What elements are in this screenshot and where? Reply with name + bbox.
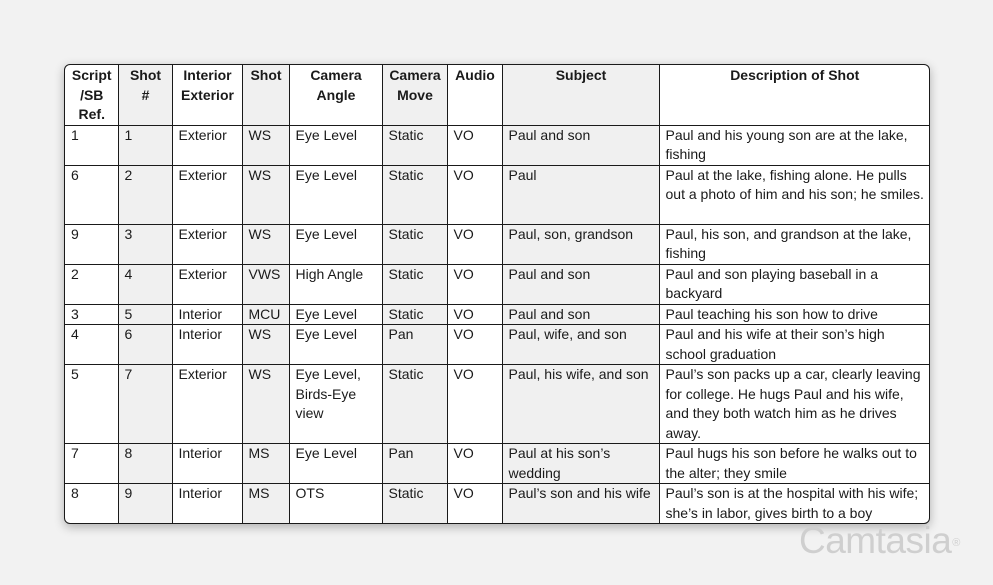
cell-audio: VO [447,484,502,524]
cell-description: Paul at the lake, fishing alone. He pulls out a photo of him and his son; he smiles. [659,165,929,224]
shot-list-table-container [64,64,930,524]
cell-subject: Paul, wife, and son [502,325,659,365]
cell-interior-exterior: Exterior [172,365,242,444]
cell-interior-exterior: Interior [172,444,242,484]
cell-audio: VO [447,365,502,444]
cell-shot: WS [242,125,289,165]
cell-description: Paul’s son packs up a car, clearly leaving for college. He hugs Paul and his wife, and they both watch him as he drives away. [659,365,929,444]
cell-audio: VO [447,325,502,365]
cell-shot-number: 8 [118,444,172,484]
header-interior-exterior: Interior Exterior [172,65,242,125]
cell-interior-exterior: Exterior [172,125,242,165]
cell-shot: WS [242,365,289,444]
cell-shot-number: 6 [118,325,172,365]
cell-script-ref: 1 [65,125,118,165]
shot-list-table [65,65,929,523]
cell-camera-angle: Eye Level [289,224,382,264]
cell-description: Paul hugs his son before he walks out to the alter; they smile [659,444,929,484]
cell-shot-number: 5 [118,304,172,325]
cell-shot-number: 7 [118,365,172,444]
header-shot-number: Shot # [118,65,172,125]
cell-camera-angle: Eye Level, Birds-Eye view [289,365,382,444]
cell-subject: Paul, his wife, and son [502,365,659,444]
cell-audio: VO [447,304,502,325]
cell-camera-move: Static [382,264,447,304]
cell-shot-number: 3 [118,224,172,264]
registered-mark: ® [952,537,960,549]
cell-script-ref: 7 [65,444,118,484]
header-audio: Audio [447,65,502,125]
cell-script-ref: 5 [65,365,118,444]
cell-camera-angle: Eye Level [289,125,382,165]
cell-shot: MS [242,484,289,524]
cell-interior-exterior: Interior [172,325,242,365]
cell-script-ref: 3 [65,304,118,325]
cell-description: Paul, his son, and grandson at the lake, fishing [659,224,929,264]
header-shot: Shot [242,65,289,125]
table-row [65,224,929,264]
cell-audio: VO [447,125,502,165]
cell-audio: VO [447,264,502,304]
table-row [65,484,929,524]
header-script-ref: Script /SB Ref. [65,65,118,125]
cell-shot: MS [242,444,289,484]
cell-camera-move: Pan [382,325,447,365]
cell-description: Paul and his young son are at the lake, fishing [659,125,929,165]
header-camera-move: Camera Move [382,65,447,125]
cell-subject: Paul, son, grandson [502,224,659,264]
cell-camera-move: Pan [382,444,447,484]
cell-description: Paul teaching his son how to drive [659,304,929,325]
cell-audio: VO [447,444,502,484]
cell-shot-number: 2 [118,165,172,224]
cell-script-ref: 9 [65,224,118,264]
cell-interior-exterior: Interior [172,484,242,524]
cell-interior-exterior: Exterior [172,264,242,304]
header-description: Description of Shot [659,65,929,125]
cell-interior-exterior: Exterior [172,165,242,224]
cell-camera-move: Static [382,484,447,524]
cell-camera-move: Static [382,304,447,325]
table-row [65,365,929,444]
table-row [65,264,929,304]
cell-audio: VO [447,165,502,224]
cell-camera-angle: Eye Level [289,165,382,224]
cell-shot-number: 1 [118,125,172,165]
cell-shot-number: 4 [118,264,172,304]
cell-shot: VWS [242,264,289,304]
cell-camera-angle: OTS [289,484,382,524]
cell-audio: VO [447,224,502,264]
cell-script-ref: 2 [65,264,118,304]
cell-script-ref: 6 [65,165,118,224]
cell-camera-move: Static [382,365,447,444]
cell-shot-number: 9 [118,484,172,524]
cell-camera-move: Static [382,125,447,165]
header-camera-angle: Camera Angle [289,65,382,125]
cell-description: Paul and his wife at their son’s high school graduation [659,325,929,365]
cell-script-ref: 4 [65,325,118,365]
cell-camera-angle: Eye Level [289,304,382,325]
cell-subject: Paul and son [502,125,659,165]
header-subject: Subject [502,65,659,125]
cell-interior-exterior: Interior [172,304,242,325]
cell-subject: Paul and son [502,264,659,304]
cell-camera-move: Static [382,165,447,224]
cell-shot: MCU [242,304,289,325]
cell-description: Paul’s son is at the hospital with his wife; she’s in labor, gives birth to a boy [659,484,929,524]
table-header-row [65,65,929,125]
cell-camera-angle: Eye Level [289,444,382,484]
table-row [65,165,929,224]
table-row [65,325,929,365]
cell-shot: WS [242,165,289,224]
cell-camera-angle: High Angle [289,264,382,304]
cell-script-ref: 8 [65,484,118,524]
cell-shot: WS [242,325,289,365]
watermark-text: Camtasia [799,520,952,561]
cell-subject: Paul and son [502,304,659,325]
table-row [65,125,929,165]
camtasia-watermark [799,519,960,563]
cell-camera-move: Static [382,224,447,264]
cell-subject: Paul at his son’s wedding [502,444,659,484]
table-row [65,444,929,484]
cell-interior-exterior: Exterior [172,224,242,264]
table-row [65,304,929,325]
cell-shot: WS [242,224,289,264]
cell-description: Paul and son playing baseball in a backyard [659,264,929,304]
cell-camera-angle: Eye Level [289,325,382,365]
cell-subject: Paul [502,165,659,224]
cell-subject: Paul’s son and his wife [502,484,659,524]
